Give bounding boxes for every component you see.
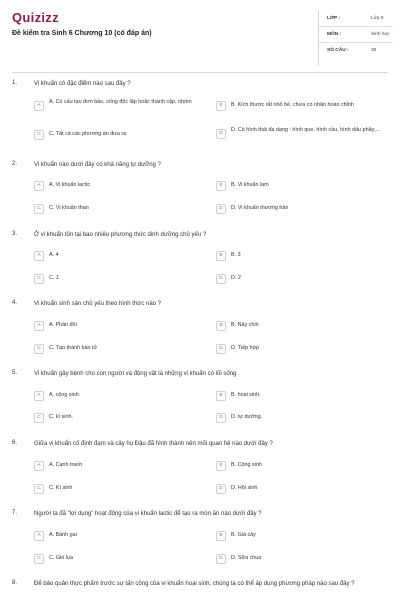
header-divider: [12, 72, 388, 73]
option-text: D. Tiếp hợp: [231, 345, 260, 351]
question-number: 7.: [12, 510, 18, 516]
option-b[interactable]: [216, 391, 392, 404]
option-text: C. Vi khuẩn than: [49, 205, 89, 211]
option-text: D. 2: [231, 275, 241, 281]
option-text: B. Cộng sinh: [231, 462, 262, 468]
option-letter-badge: D: [216, 484, 226, 494]
option-text: B. 3: [231, 252, 241, 258]
meta-subject-label: MÔN :: [327, 32, 342, 37]
option-text: D. tự dưỡng.: [231, 414, 263, 420]
option-text: B. Vi khuẩn lam: [231, 182, 269, 188]
option-c[interactable]: [34, 274, 204, 287]
meta-count-label: SỐ CÂU :: [327, 48, 349, 53]
option-b[interactable]: [216, 251, 392, 264]
question-text: Vi khuẩn có đặc điểm nào sau đây ?: [34, 81, 131, 87]
question-text: Để bảo quản thực phẩm trước sự tấn công của vi khuẩn hoại sinh, chúng ta có thể áp dụng phương pháp nào sau đây ?: [34, 581, 355, 587]
option-letter-badge: A: [34, 391, 44, 401]
option-b[interactable]: [216, 321, 392, 334]
option-letter-badge: A: [34, 251, 44, 261]
option-letter-badge: C: [34, 274, 44, 284]
meta-class-value: Lớp 6: [371, 16, 384, 21]
question-text: Giữa vi khuẩn cố định đạm và cây họ Đậu đã hình thành nên mối quan hệ nào dưới đây ?: [34, 441, 273, 447]
question-text: Vi khuẩn gây bệnh cho con người và động vật là những vi khuẩn có lối sống: [34, 371, 237, 377]
option-text: C. Kí sinh: [49, 485, 73, 491]
question-number: 6.: [12, 440, 18, 446]
option-text: B. hoại sinh.: [231, 392, 261, 398]
option-b[interactable]: [216, 461, 392, 474]
option-letter-badge: D: [216, 554, 226, 564]
option-letter-badge: C: [34, 413, 44, 423]
option-letter-badge: A: [34, 321, 44, 331]
option-d[interactable]: [216, 204, 392, 217]
meta-divider: [319, 26, 393, 27]
question-number: 2.: [12, 161, 18, 167]
option-letter-badge: B: [216, 531, 226, 541]
page-title: Đề kiểm tra Sinh 6 Chương 10 (có đáp án): [12, 30, 152, 37]
option-letter-badge: D: [216, 344, 226, 354]
option-text: A. Có cấu tạo đơn bào, sống độc lập hoặc thành cặp, nhóm: [49, 99, 192, 105]
option-a[interactable]: [34, 181, 204, 194]
option-letter-badge: B: [216, 101, 226, 111]
option-c[interactable]: [34, 204, 204, 217]
question-text: Vi khuẩn sinh sản chủ yếu theo hình thức nào ?: [34, 301, 161, 307]
option-letter-badge: A: [34, 101, 44, 111]
option-text: D. Sữa chua: [231, 555, 262, 561]
option-text: A. Phân đôi: [49, 322, 77, 328]
option-c[interactable]: [34, 413, 204, 426]
option-a[interactable]: [34, 531, 204, 544]
option-text: C. kí sinh.: [49, 414, 73, 420]
option-text: D. Có hình thái đa dạng : hình que, hình cầu, hình dấu phẩy,...: [231, 127, 380, 133]
meta-divider: [319, 42, 393, 43]
option-letter-badge: C: [34, 484, 44, 494]
option-letter-badge: D: [216, 413, 226, 423]
option-c[interactable]: [34, 130, 204, 143]
option-letter-badge: C: [34, 204, 44, 214]
option-b[interactable]: [216, 101, 392, 114]
option-a[interactable]: [34, 98, 204, 111]
option-text: A. cộng sinh.: [49, 392, 81, 398]
question-text: Ở vi khuẩn tồn tại bao nhiêu phương thức dinh dưỡng chủ yếu ?: [34, 232, 207, 238]
meta-box: [318, 10, 392, 66]
option-letter-badge: B: [216, 321, 226, 331]
option-letter-badge: B: [216, 251, 226, 261]
option-d[interactable]: [216, 484, 392, 497]
option-text: C. Tạo thành bào tử: [49, 345, 98, 351]
meta-count-row: [327, 48, 397, 60]
option-letter-badge: D: [216, 274, 226, 284]
option-letter-badge: D: [216, 129, 226, 139]
question-text: Người ta đã “lợi dụng” hoạt động của vi khuẩn lactic để tạo ra món ăn nào dưới đây ?: [34, 511, 262, 517]
option-text: B. Kích thước rất nhỏ bé, chưa có nhân hoàn chỉnh: [231, 102, 354, 108]
option-d[interactable]: [216, 126, 392, 139]
option-d[interactable]: [216, 274, 392, 287]
option-a[interactable]: [34, 321, 204, 334]
option-text: A. 4: [49, 252, 59, 258]
option-text: B. Giá cây: [231, 532, 256, 538]
option-a[interactable]: [34, 391, 204, 404]
option-text: D. Hội sinh: [231, 485, 258, 491]
option-letter-badge: B: [216, 461, 226, 471]
option-c[interactable]: [34, 484, 204, 497]
question-number: 3.: [12, 231, 18, 237]
option-text: B. Nảy chồi: [231, 322, 259, 328]
option-letter-badge: B: [216, 391, 226, 401]
meta-class-label: LỚP :: [327, 16, 341, 21]
worksheet-header: [0, 0, 400, 72]
option-d[interactable]: [216, 413, 392, 426]
option-letter-badge: B: [216, 181, 226, 191]
option-letter-badge: C: [34, 554, 44, 564]
question-text: Vi khuẩn nào dưới đây có khả năng tự dưỡng ?: [34, 162, 161, 168]
option-letter-badge: A: [34, 461, 44, 471]
option-c[interactable]: [34, 344, 204, 357]
question-number: 8.: [12, 580, 18, 586]
option-b[interactable]: [216, 181, 392, 194]
option-text: D. Vi khuẩn thương hàn: [231, 205, 289, 211]
option-text: C. Giò lụa: [49, 555, 73, 561]
option-text: A. Bánh gai: [49, 532, 77, 538]
meta-subject-value: Sinh học: [371, 32, 390, 37]
option-a[interactable]: [34, 461, 204, 474]
option-d[interactable]: [216, 554, 392, 567]
option-text: A. Cạnh tranh: [49, 462, 83, 468]
question-number: 5.: [12, 370, 18, 376]
meta-count-value: 30: [371, 48, 377, 53]
question-number: 4.: [12, 300, 18, 306]
option-d[interactable]: [216, 344, 392, 357]
option-text: A. Vi khuẩn lactic: [49, 182, 91, 188]
option-text: C. 1: [49, 275, 59, 281]
option-letter-badge: A: [34, 531, 44, 541]
option-c[interactable]: [34, 554, 204, 567]
quizizz-logo: Quizizz: [12, 10, 59, 25]
option-b[interactable]: [216, 531, 392, 544]
option-a[interactable]: [34, 251, 204, 264]
option-letter-badge: C: [34, 344, 44, 354]
question-number: 1.: [12, 80, 18, 86]
option-text: C. Tất cả các phương án đưa ra: [49, 131, 127, 137]
option-letter-badge: D: [216, 204, 226, 214]
option-letter-badge: C: [34, 130, 44, 140]
option-letter-badge: A: [34, 181, 44, 191]
